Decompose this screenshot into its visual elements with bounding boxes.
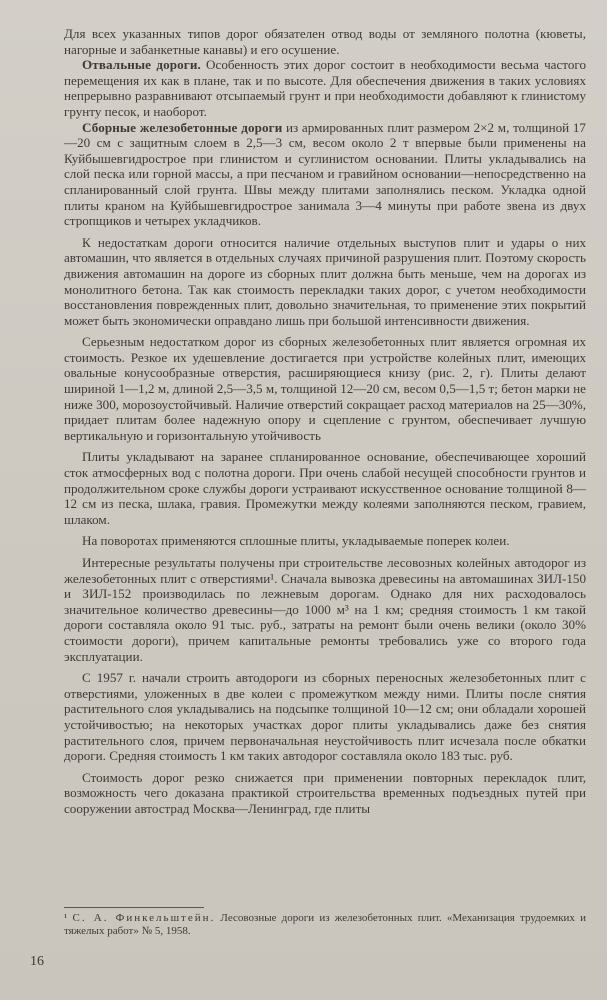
body-text xyxy=(64,26,586,817)
paragraph xyxy=(64,449,586,527)
footnote xyxy=(64,912,586,938)
footnote-author: С. А. Финкельштейн. xyxy=(72,912,216,924)
paragraph xyxy=(64,235,586,329)
paragraph-text: Особенность этих дорог состоит в необходимости весьма частого перемещения их как в плане, так и по высоте. Для обеспечения движения в таких условиях непрерывно разравнивают отсыпаемый грунт и при необходимости добавляют к глинистому грунту песок, и наоборот. xyxy=(64,57,586,119)
footnote-marker: ¹ xyxy=(64,912,68,924)
section-heading: Отвальные дороги. xyxy=(82,57,201,73)
paragraph xyxy=(64,120,586,229)
paragraph-text: К недостаткам дороги относится наличие отдельных выступов плит и удары о них автомашин, что является в отдельных случаях причиной разрушения плит. Поэтому скорость движения автомашин на дороге из сборных плит должна быть меньше, чем на дорогах из монолитного бетона. Так как стоимость перекладки таких дорог, с учетом необходимости восстановления поврежденных плит, довольно значительная, то применение этих покрытий может быть экономически оправдано лишь при большой интенсивности движения. xyxy=(64,234,586,328)
paragraph xyxy=(64,670,586,764)
paragraph-text: Плиты укладывают на заранее спланированное основание, обеспечивающее хороший сток атмосферных вод с полотна дороги. При очень слабой несущей способности грунтов и продолжительном сроке службы дороги устраивают искусственное основание толщиной 8—12 см из песка, шлака, гравия. Промежутки между колеями заполняются песком, гравием, шлаком. xyxy=(64,449,586,527)
section-heading: Сборные железобетонные дороги xyxy=(82,119,283,135)
paragraph-text: На поворотах применяются сплошные плиты, укладываемые поперек колеи. xyxy=(82,533,510,549)
paragraph xyxy=(64,555,586,664)
paragraph-text: Стоимость дорог резко снижается при применении повторных перекладок плит, возможность чего доказана практикой строительства временных подъездных путей при сооружении автострад Москва—Ленинград, где плиты xyxy=(64,769,586,816)
paragraph-text: Интересные результаты получены при строительстве лесовозных колейных автодорог из железобетонных плит с отверстиями¹. Сначала вывозка древесины на автомашинах ЗИЛ-150 и ЗИЛ-152 производилась по лежневым дорогам. Однако для них расходовалось значительное количество древесины—до 1000 м³ на 1 км; средняя стоимость 1 км такой дороги составляла около 91 тыс. руб., затраты на ремонт были очень велики (около 30% стоимости дороги), причем капитальные ремонты требовались уже со второго года эксплуатации. xyxy=(64,555,586,664)
paragraph xyxy=(64,533,586,549)
paragraph xyxy=(64,334,586,443)
paragraph-text: Для всех указанных типов дорог обязателен отвод воды от земляного полотна (кюветы, нагорные и забанкетные канавы) и его осушение. xyxy=(64,26,586,57)
paragraph xyxy=(64,26,586,57)
paragraph xyxy=(64,770,586,817)
paragraph xyxy=(64,57,586,119)
footnote-divider xyxy=(64,907,204,908)
page-number: 16 xyxy=(30,954,44,969)
paragraph-text: Серьезным недостатком дорог из сборных железобетонных плит является огромная их стоимость. Резкое их удешевление достигается при устройстве колейных плит, имеющих овальные конусообразные отверстия, расширяющиеся книзу (рис. 2, г). Плиты делают шириной 1—1,2 м, длиной 2,5—3,5 м, толщиной 12—20 см, весом 0,5—1,5 т; бетон марки не ниже 300, морозоустойчивый. Наличие отверстий сокращает расход материалов на 25—30%, придает плитам более надежную опору и сцепление с грунтом, обеспечивает лучшую вертикальную и горизонтальную утойчивость xyxy=(64,334,586,443)
paragraph-text: С 1957 г. начали строить автодороги из сборных переносных железобетонных плит с отверстиями, уложенных в две колеи с промежутком между ними. Плиты после снятия растительного слоя укладывались на подсыпке толщиной 10—12 см; они обладали хорошей устойчивостью; на некоторых участках дорог плиты укладывались даже без снятия растительного слоя, причем первоначальная неустойчивость плит исчезала после обкатки дороги. Средняя стоимость 1 км таких автодорог составляла около 183 тыс. руб. xyxy=(64,670,586,764)
paragraph-text: из армированных плит размером 2×2 м, толщиной 17—20 см с защитным слоем в 2,5—3 см, весом около 2 т впервые были применены на Куйбышевгидрострое при глинистом и суглинистом основании. Плиты укладывались на слой песка или горной массы, а при песчаном и гравийном основании—непосредственно на спланированный слой грунта. Швы между плитами заполнялись песком. Укладка одной плиты краном на Куйбышевгидрострое занимала 3—4 минуты при работе звена из двух стропщиков и четырех укладчиков. xyxy=(64,119,586,229)
footnote-text: Лесовозные дороги из железобетонных плит. «Механизация трудоемких и тяжелых работ» № 5, 1958. xyxy=(64,912,586,938)
